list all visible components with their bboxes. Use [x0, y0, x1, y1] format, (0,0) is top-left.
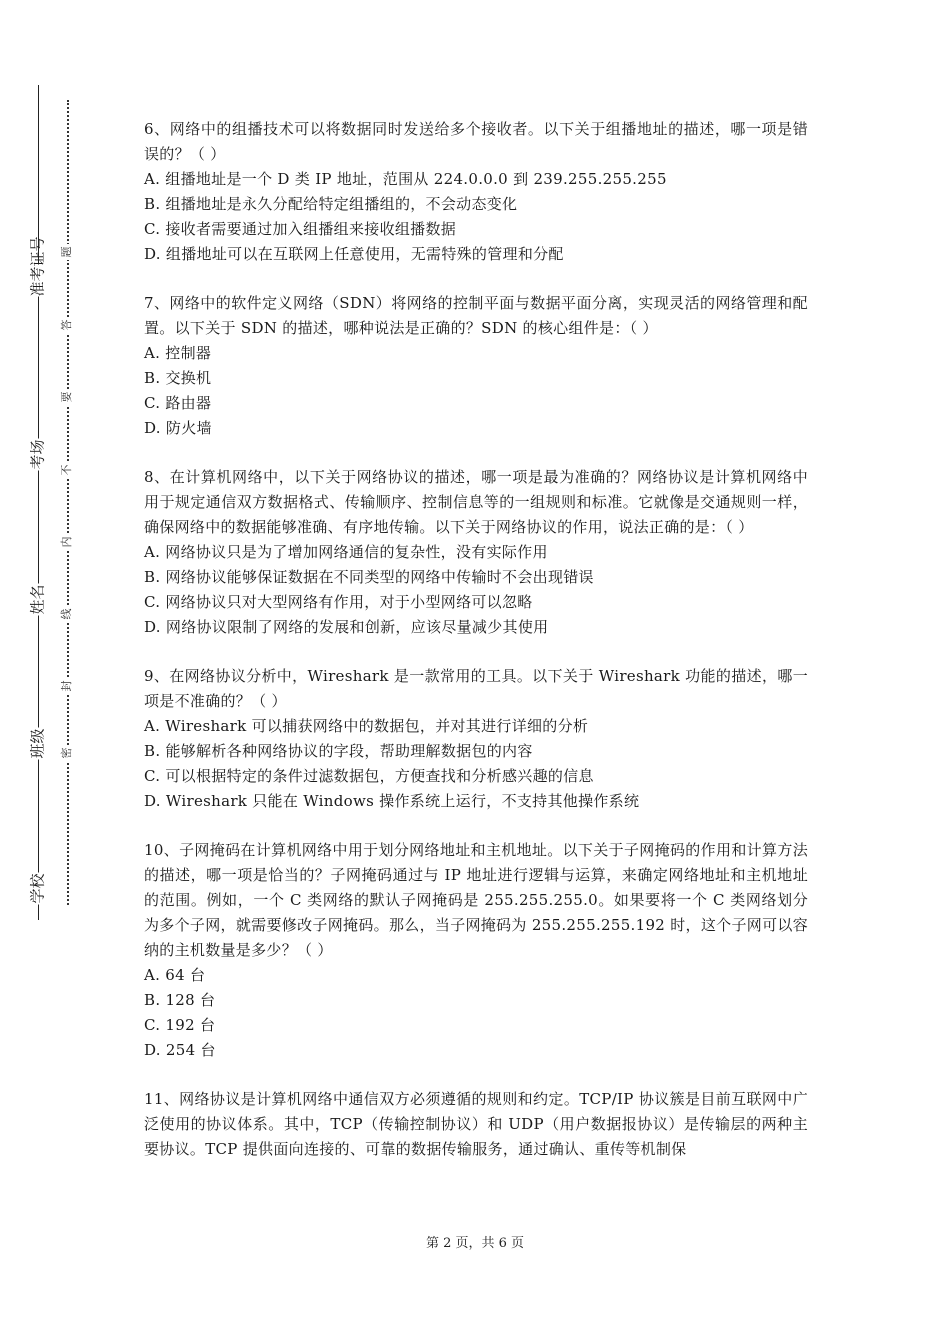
question-stem: 8、在计算机网络中，以下关于网络协议的描述，哪一项是最为准确的？网络协议是计算机网络中用于规定通信双方数据格式、传输顺序、控制信息等的一组规则和标准。它就像是交通规则一样，确保网络中的数据能够准确、有序地传输。以下关于网络协议的作用，说法正确的是：（ ） [144, 468, 808, 536]
option-a: A. Wireshark 可以捕获网络中的数据包，并对其进行详细的分析 [144, 717, 589, 735]
binding-solid-line [38, 85, 39, 920]
option-b: B. 交换机 [144, 369, 212, 387]
seal-char: 题 [59, 244, 75, 260]
question-stem: 7、网络中的软件定义网络（SDN）将网络的控制平面与数据平面分离，实现灵活的网络管理和配置。以下关于 SDN 的描述，哪种说法是正确的？SDN 的核心组件是：（ ） [144, 294, 808, 337]
option-a: A. 组播地址是一个 D 类 IP 地址，范围从 224.0.0.0 到 239.255.255.255 [144, 170, 667, 188]
option-b: B. 128 台 [144, 991, 216, 1009]
seal-char: 不 [59, 462, 75, 478]
name-label: 姓名 [28, 584, 47, 615]
option-b: B. 网络协议能够保证数据在不同类型的网络中传输时不会出现错误 [144, 568, 594, 586]
seal-dotted-line [67, 100, 69, 905]
binding-margin [0, 0, 100, 1344]
school-label: 学校 [28, 873, 47, 904]
seal-char: 封 [59, 678, 75, 694]
option-c: C. 192 台 [144, 1016, 216, 1034]
question-stem: 10、子网掩码在计算机网络中用于划分网络地址和主机地址。以下关于子网掩码的作用和计算方法的描述，哪一项是恰当的？子网掩码通过与 IP 地址进行逻辑与运算，来确定网络地址和主机地址的范围。例如，一个 C 类网络的默认子网掩码是 255.255.255.0。如果要将一个 C 类网络划分为多个子网，就需要修改子网掩码。那么，当子网掩码为 255.255.255.192 时，这个子网可以容纳的主机数量是多少？（ ） [144, 841, 808, 959]
option-d: D. 网络协议限制了网络的发展和创新，应该尽量减少其使用 [144, 618, 549, 636]
question-11 [144, 1087, 808, 1162]
seal-char: 答 [59, 317, 75, 333]
exam-room-label: 考场 [28, 439, 47, 470]
option-b: B. 能够解析各种网络协议的字段，帮助理解数据包的内容 [144, 742, 533, 760]
seal-char: 要 [59, 389, 75, 405]
seal-char: 内 [59, 534, 75, 550]
option-a: A. 64 台 [144, 966, 206, 984]
question-6 [144, 117, 808, 267]
option-c: C. 接收者需要通过加入组播组来接收组播数据 [144, 220, 457, 238]
option-d: D. 254 台 [144, 1041, 216, 1059]
question-9 [144, 664, 808, 814]
seal-char: 线 [59, 606, 75, 622]
option-a: A. 网络协议只是为了增加网络通信的复杂性，没有实际作用 [144, 543, 548, 561]
class-label: 班级 [28, 728, 47, 759]
question-7 [144, 291, 808, 441]
question-8 [144, 465, 808, 640]
exam-number-label: 准考证号 [28, 236, 47, 297]
page-number: 第 2 页，共 6 页 [425, 1236, 525, 1251]
option-c: C. 可以根据特定的条件过滤数据包，方便查找和分析感兴趣的信息 [144, 767, 594, 785]
seal-char: 密 [59, 745, 75, 761]
question-list [144, 117, 808, 1186]
question-stem: 6、网络中的组播技术可以将数据同时发送给多个接收者。以下关于组播地址的描述，哪一项是错误的？（ ） [144, 120, 808, 163]
option-d: D. 组播地址可以在互联网上任意使用，无需特殊的管理和分配 [144, 245, 564, 263]
option-c: C. 网络协议只对大型网络有作用，对于小型网络可以忽略 [144, 593, 533, 611]
question-stem: 9、在网络协议分析中，Wireshark 是一款常用的工具。以下关于 Wireshark 功能的描述，哪一项是不准确的？（ ） [144, 667, 808, 710]
option-c: C. 路由器 [144, 394, 212, 412]
option-b: B. 组播地址是永久分配给特定组播组的，不会动态变化 [144, 195, 518, 213]
option-a: A. 控制器 [144, 344, 212, 362]
question-stem: 11、网络协议是计算机网络中通信双方必须遵循的规则和约定。TCP/IP 协议簇是目前互联网中广泛使用的协议体系。其中，TCP（传输控制协议）和 UDP（用户数据报协议）是传输层的两种主要协议。TCP 提供面向连接的、可靠的数据传输服务，通过确认、重传等机制保 [144, 1090, 808, 1158]
option-d: D. Wireshark 只能在 Windows 操作系统上运行，不支持其他操作系统 [144, 792, 640, 810]
question-10 [144, 838, 808, 1063]
option-d: D. 防火墙 [144, 419, 212, 437]
